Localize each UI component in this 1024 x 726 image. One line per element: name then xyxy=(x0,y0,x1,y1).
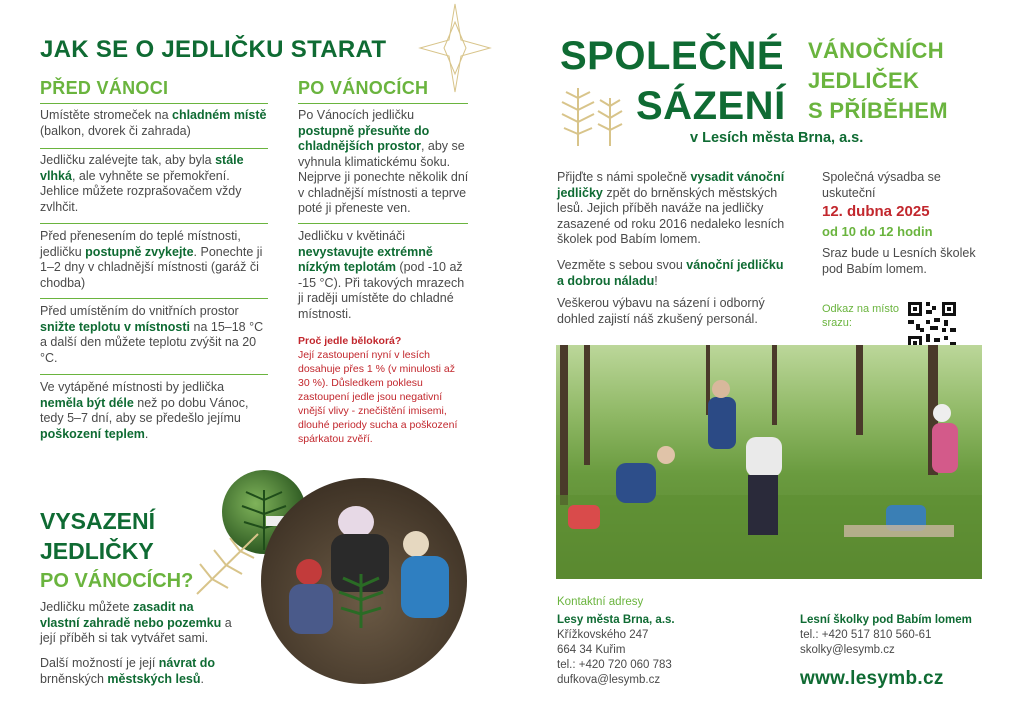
map-link-label: Odkaz na místo srazu: xyxy=(822,303,900,329)
divider xyxy=(298,223,468,224)
fir-note-question: Proč jedle bělokorá? xyxy=(298,335,402,347)
divider xyxy=(40,298,268,299)
divider xyxy=(298,103,468,104)
fir-note-text: Její zastoupení nyní v lesích dosahuje přes 1 % (v minulosti až 30 %). Důsledkem poklesu zastoupení jedle jsou negativní vnější vlivy - znečištění imisemi, dlouhé periody sucha a poškození spárkatou zvěří. xyxy=(298,349,458,445)
group-planting-photo xyxy=(556,345,982,579)
planting-paragraph-1: Jedličku můžete zasadit na vlastní zahradě nebo pozemku a její příběh si tak vytvářet sami. xyxy=(40,600,232,645)
intro-paragraph: Přijďte s námi společně vysadit vánoční jedličky zpět do brněnských městských lesů. Jejich příběh naváže na jedličky zasazené od roku 2016 nedaleko lesních školek pod Babím lomem. xyxy=(557,170,785,246)
before-paragraph-5: Ve vytápěné místnosti by jedlička neměla být déle než po dobu Vánoc, tedy 5–7 dní, aby se předešlo jejímu poškození teplem. xyxy=(40,380,249,441)
fir-branch-icon xyxy=(192,524,262,602)
event-date: 12. dubna 2025 xyxy=(822,203,930,220)
before-paragraph-3: Před přenesením do teplé místnosti, jedličku postupně zvykejte. Ponechte ji 1–2 dny v chladnější místnosti (garáž či chodba) xyxy=(40,229,263,290)
event-intro: Společná výsadba se uskuteční xyxy=(822,170,941,200)
after-paragraph-2: Jedličku v květináči nevystavujte extrémně nízkým teplotám (pod -10 až -15 °C). Při takových mrazech ji raději umístěte do chladné místnosti. xyxy=(298,229,465,321)
after-paragraph-1: Po Vánocích jedličku postupně přesuňte do chladnějších prostor, aby se vyhnula klimatickému šoku. Nejprve ji ponechte několik dní v chladnější místnosti a teprve poté ji přeneste ven. xyxy=(298,108,469,215)
contacts-heading: Kontaktní adresy xyxy=(557,596,644,608)
divider xyxy=(40,103,268,104)
equipment-paragraph: Veškerou výbavu na sázení i odborný dohled zajistí náš zkušený personál. xyxy=(557,296,765,326)
contact-email-2[interactable]: skolky@lesymb.cz xyxy=(800,644,895,656)
divider xyxy=(40,148,268,149)
event-subtitle: VÁNOČNÍCH JEDLIČEK S PŘÍBĚHEM xyxy=(808,38,948,123)
before-paragraph-2: Jedličku zalévejte tak, aby byla stále vlhká, ale vyhněte se přemokření. Jehlice můžete rozprašovačem vždy zvlhčit. xyxy=(40,153,244,214)
fir-note xyxy=(298,334,463,446)
website-link[interactable]: www.lesymb.cz xyxy=(800,668,944,689)
planting-title: VYSAZENÍ JEDLIČKY PO VÁNOCÍCH? xyxy=(40,508,194,592)
divider xyxy=(40,374,268,375)
location-line: v Lesích města Brna, a.s. xyxy=(690,130,864,146)
star-icon xyxy=(418,2,492,94)
kids-planting-photo xyxy=(261,478,467,684)
before-paragraph-1: Umístěte stromeček na chladném místě (balkon, dvorek či zahrada) xyxy=(40,108,267,138)
contact-email-1[interactable]: dufkova@lesymb.cz xyxy=(557,674,661,686)
before-christmas-heading: PŘED VÁNOCI xyxy=(40,78,169,98)
contact-lesy: Lesy města Brna, a.s. Křížkovského 247 664 34 Kuřim tel.: +420 720 060 783 dufkova@lesymb.cz xyxy=(557,613,737,688)
after-christmas-heading: PO VÁNOCÍCH xyxy=(298,78,429,98)
event-title-line-1: SPOLEČNÉ xyxy=(560,34,785,78)
planting-paragraph-2: Další možností je její návrat do brněnských městských lesů. xyxy=(40,656,216,686)
before-paragraph-4: Před umístěním do vnitřních prostor snižte teplotu v místnosti na 15–18 °C a další den můžete teplotu zvýšit na 20 °C. xyxy=(40,304,264,365)
contact-skolky: Lesní školky pod Babím lomem tel.: +420 517 810 560-61 skolky@lesymb.cz xyxy=(800,613,1000,658)
event-title-line-2: SÁZENÍ xyxy=(636,84,786,128)
event-time: od 10 do 12 hodin xyxy=(822,224,933,239)
meeting-point: Sraz bude u Lesních školek pod Babím lomem. xyxy=(822,246,976,276)
bring-paragraph: Vezměte s sebou svou vánoční jedličku a dobrou náladu! xyxy=(557,258,784,288)
page-title: JAK SE O JEDLIČKU STARAT xyxy=(40,36,387,63)
divider xyxy=(40,223,268,224)
fir-trees-icon xyxy=(558,84,630,148)
